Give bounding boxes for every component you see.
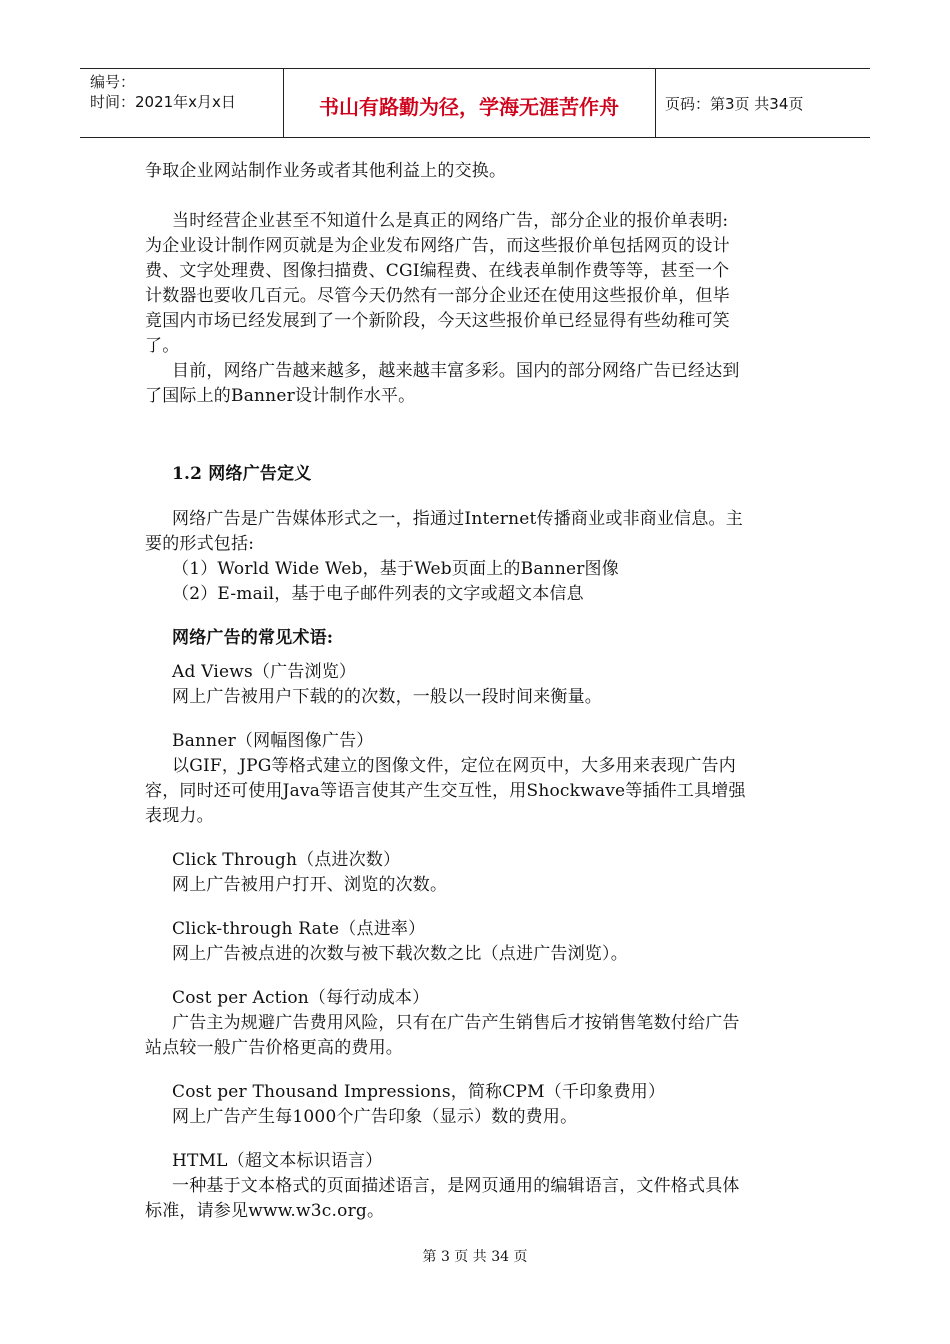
term-definition: 网上广告被点进的次数与被下载次数之比（点进广告浏览）。 <box>172 944 628 964</box>
list-item: （2）E-mail，基于电子邮件列表的文字或超文本信息 <box>172 584 584 604</box>
term-definition: 容，同时还可使用Java等语言使其产生交互性，用Shockwave等插件工具增强 <box>145 781 746 801</box>
term: Cost per Action（每行动成本） <box>172 988 430 1008</box>
term: HTML（超文本标识语言） <box>172 1151 383 1171</box>
subsection-heading: 网络广告的常见术语: <box>172 628 334 648</box>
term-definition: 网上广告产生每1000个广告印象（显示）数的费用。 <box>172 1107 578 1127</box>
page-header <box>80 68 870 138</box>
term-definition: 网上广告被用户打开、浏览的次数。 <box>172 875 448 895</box>
term: Banner（网幅图像广告） <box>172 731 374 751</box>
term-definition: 网上广告被用户下载的的次数，一般以一段时间来衡量。 <box>172 687 602 707</box>
term-definition: 广告主为规避广告费用风险，只有在广告产生销售后才按销售笔数付给广告 <box>172 1013 740 1033</box>
term-definition: 以GIF，JPG等格式建立的图像文件，定位在网页中，大多用来表现广告内 <box>172 756 736 776</box>
header-motto-cell <box>283 69 656 137</box>
paragraph-line: 要的形式包括: <box>145 534 255 554</box>
term-definition: 站点较一般广告价格更高的费用。 <box>145 1038 403 1058</box>
page-footer: 第 3 页 共 34 页 <box>422 1249 528 1265</box>
paragraph-line: 争取企业网站制作业务或者其他利益上的交换。 <box>145 161 507 181</box>
paragraph-line: 计数器也要收几百元。尽管今天仍然有一部分企业还在使用这些报价单，但毕 <box>145 286 730 306</box>
header-meta-cell <box>80 69 284 137</box>
motto: 书山有路勤为径，学海无涯苦作舟 <box>319 95 619 119</box>
term: Cost per Thousand Impressions，简称CPM（千印象费用） <box>172 1082 666 1102</box>
term: Click Through（点进次数） <box>172 850 401 870</box>
term-definition: 标准，请参见www.w3c.org。 <box>145 1201 385 1221</box>
term-definition: 一种基于文本格式的页面描述语言，是网页通用的编辑语言，文件格式具体 <box>172 1176 740 1196</box>
time-label: 时间：2021年x月x日 <box>90 93 236 111</box>
paragraph-line: 费、文字处理费、图像扫描费、CGI编程费、在线表单制作费等等，甚至一个 <box>145 261 730 281</box>
section-heading: 1.2 网络广告定义 <box>172 464 312 484</box>
paragraph-line: 目前，网络广告越来越多，越来越丰富多彩。国内的部分网络广告已经达到 <box>172 361 740 381</box>
page-label: 页码：第3页 共34页 <box>665 95 804 113</box>
list-item: （1）World Wide Web，基于Web页面上的Banner图像 <box>172 559 619 579</box>
paragraph-line: 为企业设计制作网页就是为企业发布网络广告，而这些报价单包括网页的设计 <box>145 236 730 256</box>
term: Ad Views（广告浏览） <box>172 662 357 682</box>
paragraph-line: 了国际上的Banner设计制作水平。 <box>145 386 416 406</box>
paragraph-line: 网络广告是广告媒体形式之一，指通过Internet传播商业或非商业信息。主 <box>172 509 743 529</box>
term-definition: 表现力。 <box>145 806 214 826</box>
term: Click-through Rate（点进率） <box>172 919 426 939</box>
paragraph-line: 竟国内市场已经发展到了一个新阶段，今天这些报价单已经显得有些幼稚可笑 <box>145 311 730 331</box>
header-page-cell <box>655 69 870 137</box>
code-label: 编号： <box>90 73 136 91</box>
paragraph-line: 当时经营企业甚至不知道什么是真正的网络广告，部分企业的报价单表明: <box>172 211 729 231</box>
paragraph-line: 了。 <box>145 336 180 356</box>
